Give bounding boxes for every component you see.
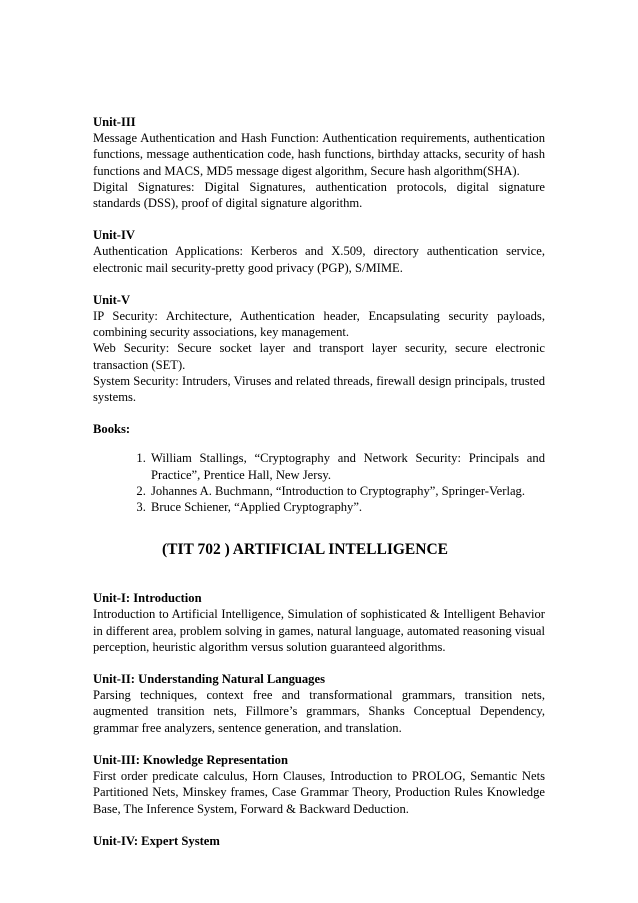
unit-paragraph: Introduction to Artificial Intelligence, Simulation of sophisticated & Intelligent Behavior in different area, problem solving in games, natural language, automated reasoning visual perception, heuristic algorithm versus solution guaranteed algorithms. bbox=[93, 607, 545, 654]
unit-section bbox=[93, 227, 545, 276]
unit-heading: Unit-V bbox=[93, 292, 131, 307]
unit-paragraph: Message Authentication and Hash Function: Authentication requirements, authentication functions, message authentication code, hash functions, birthday attacks, security of hash functions and MACS, MD5 message digest algorithm, Secure hash algorithm(SHA). bbox=[93, 131, 545, 178]
book-item: 2. Johannes A. Buchmann, “Introduction to Cryptography”, Springer-Verlag. bbox=[149, 483, 545, 499]
unit-section bbox=[93, 292, 545, 405]
books-heading: Books: bbox=[93, 422, 131, 437]
book-item: 1. William Stallings, “Cryptography and Network Security: Principals and Practice”, Prentice Hall, New Jersy. bbox=[149, 450, 545, 482]
unit-heading: Unit-II: Understanding Natural Languages bbox=[93, 672, 325, 687]
unit-heading: Unit-IV bbox=[93, 228, 135, 243]
books-list bbox=[93, 450, 545, 515]
unit-section bbox=[93, 752, 545, 817]
unit-section bbox=[93, 833, 545, 849]
unit-paragraph: IP Security: Architecture, Authentication header, Encapsulating security payloads, combining security associations, key management. bbox=[93, 309, 545, 340]
unit-heading: Unit-III: Knowledge Representation bbox=[93, 752, 288, 767]
unit-paragraph: Authentication Applications: Kerberos and X.509, directory authentication service, electronic mail security-pretty good privacy (PGP), S/MIME. bbox=[93, 244, 545, 275]
course-title: (TIT 702 ) ARTIFICIAL INTELLIGENCE bbox=[162, 541, 448, 559]
unit-paragraph: System Security: Intruders, Viruses and related threads, firewall design principals, trusted systems. bbox=[93, 373, 545, 405]
unit-section bbox=[93, 590, 545, 655]
unit-heading: Unit-III bbox=[93, 115, 136, 129]
unit-paragraph: First order predicate calculus, Horn Clauses, Introduction to PROLOG, Semantic Nets Partitioned Nets, Minskey frames, Case Grammar Theory, Production Rules Knowledge Base, The Inference System, Forward & Backward Deduction. bbox=[93, 769, 545, 816]
book-item: 3. Bruce Schiener, “Applied Cryptography”. bbox=[149, 499, 545, 515]
unit-section bbox=[93, 671, 545, 736]
unit-paragraph: Parsing techniques, context free and transformational grammars, transition nets, augmented transition nets, Fillmore’s grammars, Shanks Conceptual Dependency, grammar free analyzers, sentence generation, and translation. bbox=[93, 688, 545, 735]
unit-heading: Unit-IV: Expert System bbox=[93, 833, 220, 848]
unit-paragraph: Digital Signatures: Digital Signatures, authentication protocols, digital signature standards (DSS), proof of digital signature algorithm. bbox=[93, 179, 545, 211]
unit-section bbox=[93, 114, 545, 211]
document-page bbox=[93, 114, 545, 865]
unit-heading: Unit-I: Introduction bbox=[93, 591, 202, 606]
unit-paragraph: Web Security: Secure socket layer and transport layer security, secure electronic transaction (SET). bbox=[93, 341, 545, 372]
